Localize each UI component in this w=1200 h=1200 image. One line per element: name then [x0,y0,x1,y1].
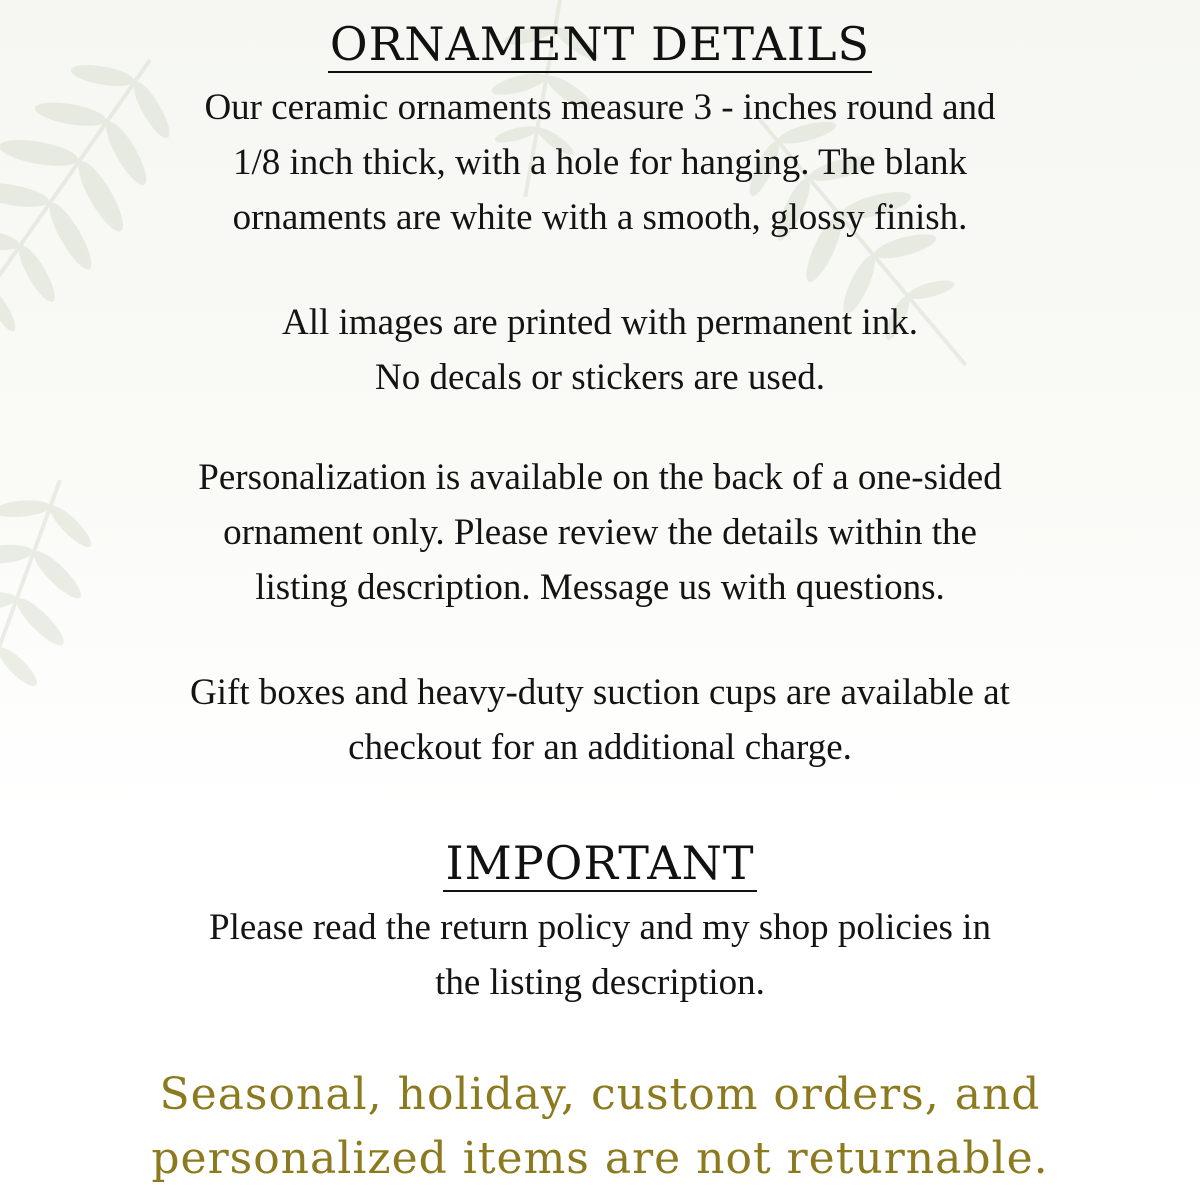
text-line: ornament only. Please review the details within the [223,512,977,553]
text-line: listing description. Message us with questions. [255,567,945,608]
important-heading [0,835,1200,891]
details-heading-text: ORNAMENT DETAILS [329,17,871,71]
personalization-paragraph [100,450,1100,615]
gift-box-paragraph [100,665,1100,775]
return-policy-paragraph [100,900,1100,1010]
text-line: No decals or stickers are used. [375,357,825,398]
text-line: Please read the return policy and my shop policies in [209,907,991,948]
text-line: 1/8 inch thick, with a hole for hanging. The blank [232,142,968,183]
text-line: checkout for an additional charge. [348,727,852,768]
text-line: Our ceramic ornaments measure 3 - inches round and [204,87,996,128]
text-line: All images are printed with permanent ink. [281,302,918,343]
details-heading [0,16,1200,72]
important-heading-text: IMPORTANT [445,836,755,890]
text-line: Gift boxes and heavy-duty suction cups are available at [190,672,1010,713]
text-line: Personalization is available on the back of a one-sided [198,457,1002,498]
non-returnable-notice [60,1063,1140,1191]
notice-line: Seasonal, holiday, custom orders, and [159,1069,1041,1120]
notice-line: personalized items are not returnable. [151,1133,1049,1184]
text-line: the listing description. [435,962,765,1003]
dimensions-paragraph [100,80,1100,245]
text-line: ornaments are white with a smooth, glossy finish. [232,197,968,238]
printing-paragraph [100,295,1100,405]
